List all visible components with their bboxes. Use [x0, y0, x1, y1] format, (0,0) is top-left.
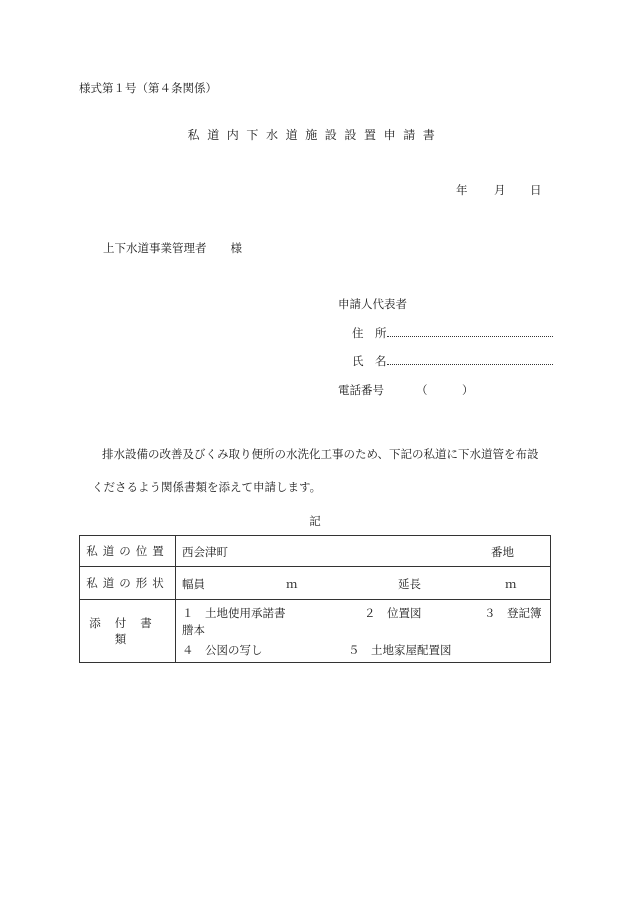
- phone-field[interactable]: （ ）: [416, 383, 474, 397]
- date-day: 日: [530, 183, 542, 197]
- location-label: 私道の位置: [80, 536, 176, 567]
- address-row: [352, 324, 553, 341]
- location-cell[interactable]: [176, 536, 551, 567]
- phone-row: [338, 382, 474, 398]
- table-row-location: [80, 536, 551, 567]
- attachments-label: 添付書類: [80, 600, 176, 663]
- date-month: 月: [494, 183, 506, 197]
- detail-table: [79, 535, 551, 663]
- attachment-item-2: ２ 位置図: [364, 606, 422, 620]
- addressee: [103, 240, 242, 256]
- shape-label: 私道の形状: [80, 567, 176, 600]
- attachment-item-5: ５ 土地家屋配置図: [348, 643, 452, 657]
- attachments-cell: [176, 600, 551, 663]
- form-number: 様式第１号（第４条関係）: [79, 81, 217, 95]
- date-year: 年: [456, 183, 468, 197]
- attachment-item-1: １ 土地使用承諾書: [182, 606, 286, 620]
- address-field[interactable]: [387, 324, 553, 337]
- addressee-name: 上下水道事業管理者: [103, 241, 207, 255]
- phone-label: 電話番号: [338, 383, 384, 397]
- length-unit: ｍ: [505, 577, 517, 591]
- table-row-attachments: [80, 600, 551, 663]
- name-row: [352, 352, 553, 369]
- name-field[interactable]: [387, 352, 553, 365]
- shape-cell[interactable]: [176, 567, 551, 600]
- addressee-honorific: 様: [230, 241, 242, 255]
- body-line-1: 排水設備の改善及びくみ取り便所の水洗化工事のため、下記の私道に下水道管を布設: [102, 447, 539, 461]
- attachment-item-3: ３ 登記簿: [484, 606, 542, 620]
- table-row-shape: [80, 567, 551, 600]
- request-body: [92, 438, 562, 504]
- applicant-label: 申請人代表者: [338, 297, 407, 311]
- page-title: 私道内下水道施設設置申請書: [187, 128, 443, 142]
- attachment-item-3-cont: 謄本: [182, 623, 205, 637]
- address-label: 住 所: [352, 326, 387, 340]
- name-label: 氏 名: [352, 354, 387, 368]
- location-suffix: 番地: [491, 545, 514, 559]
- length-label: 延長: [398, 577, 421, 591]
- body-line-2: くださるよう関係書類を添えて申請します。: [92, 480, 322, 494]
- location-town: 西会津町: [182, 545, 228, 559]
- width-label: 幅員: [182, 577, 205, 591]
- attachment-item-4: ４ 公図の写し: [182, 643, 263, 657]
- width-unit: ｍ: [286, 577, 298, 591]
- ki-heading: 記: [309, 514, 321, 528]
